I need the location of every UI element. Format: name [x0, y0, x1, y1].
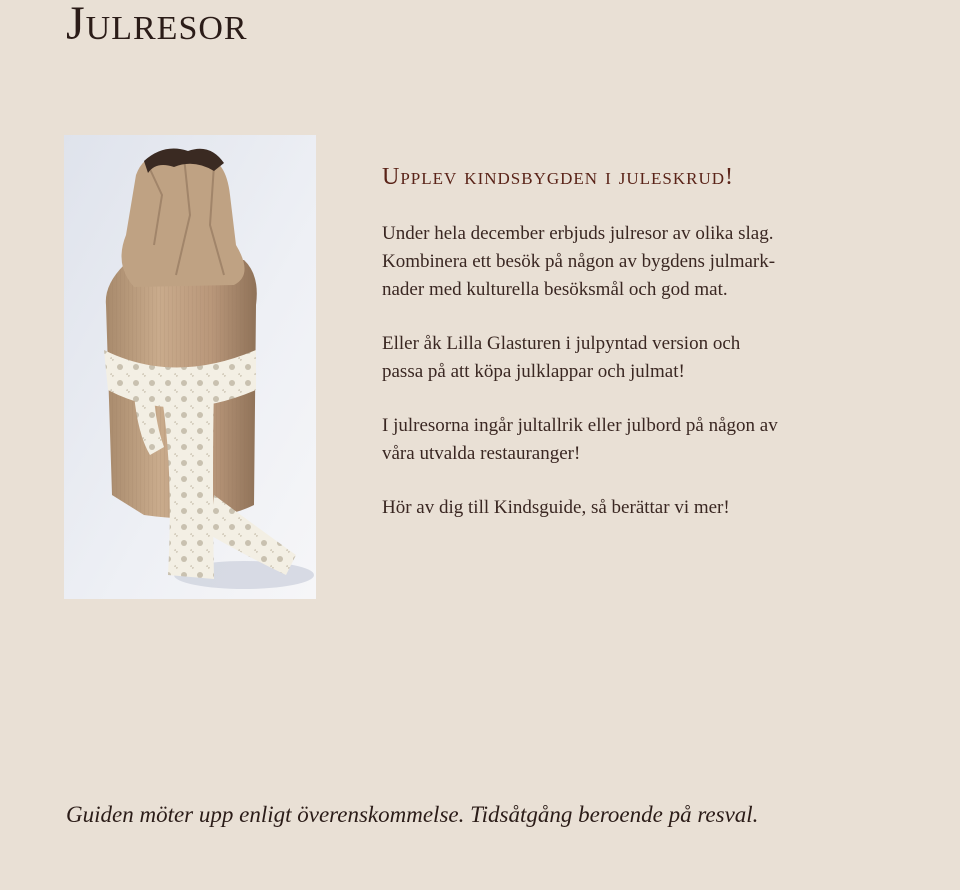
- paragraph-contact: [382, 494, 882, 522]
- paragraph-line: nader med kulturella besöksmål och god mat.: [382, 279, 728, 300]
- page-title: Julresor: [66, 0, 248, 50]
- main-content: [382, 160, 882, 548]
- paragraph-line: våra utvalda restauranger!: [382, 443, 581, 464]
- paragraph-line: passa på att köpa julklappar och julmat!: [382, 361, 685, 382]
- subtitle: Upplev kindsbygden i juleskrud!: [382, 164, 735, 190]
- paragraph-restaurants: [382, 412, 882, 468]
- gift-photo: [64, 135, 316, 599]
- paragraph-line: I julresorna ingår jultallrik eller julbord på någon av: [382, 415, 778, 436]
- paragraph-intro: [382, 220, 882, 304]
- paragraph-line: Under hela december erbjuds julresor av olika slag.: [382, 223, 774, 244]
- footer-note: Guiden möter upp enligt överenskommelse. Tidsåtgång beroende på resval.: [66, 802, 759, 827]
- wrapped-gift-photo-icon: [64, 135, 316, 599]
- paragraph-line: Kombinera ett besök på någon av bygdens julmark-: [382, 251, 776, 272]
- paragraph-glasturen: [382, 330, 882, 386]
- paragraph-line: Eller åk Lilla Glasturen i julpyntad version och: [382, 333, 741, 354]
- paragraph-line: Hör av dig till Kindsguide, så berättar vi mer!: [382, 497, 730, 518]
